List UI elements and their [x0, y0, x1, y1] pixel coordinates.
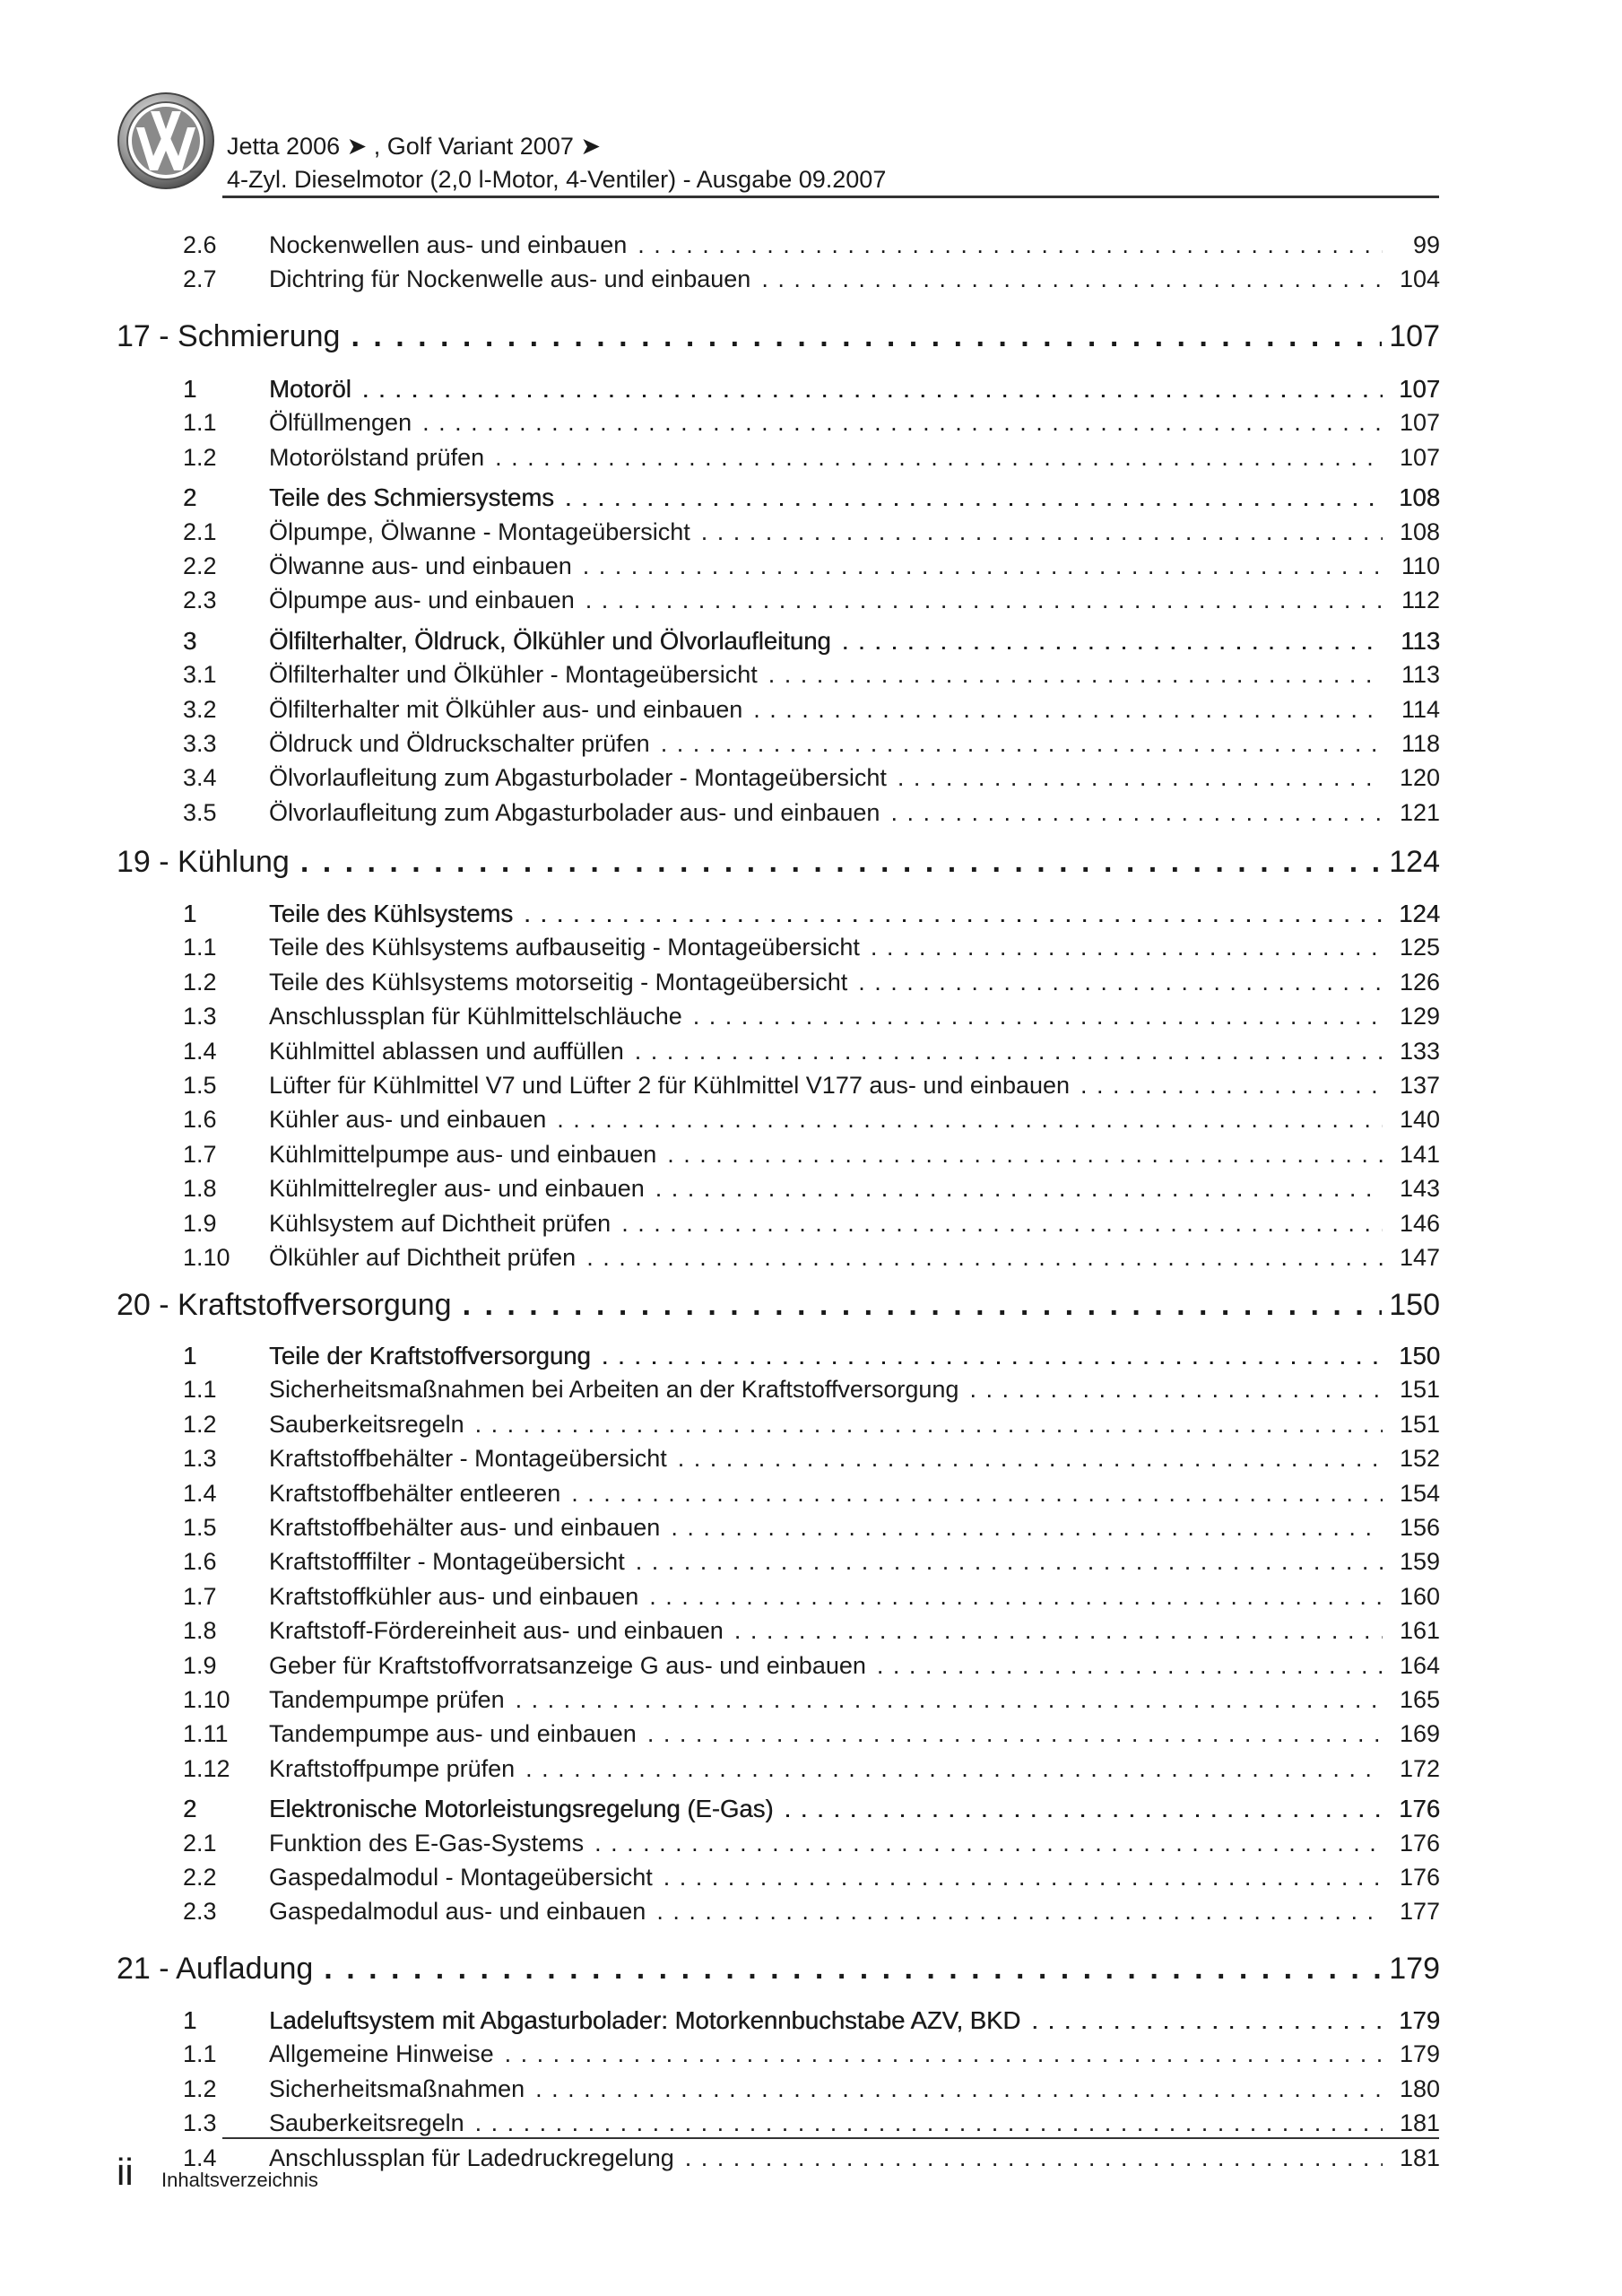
toc-entry-title: Kühlmittelpumpe aus- und einbauen	[269, 1140, 657, 1168]
leader-dots	[557, 1106, 1383, 1134]
chapter-title: 19 - Kühlung	[117, 845, 290, 879]
toc-entry-number: 1.11	[183, 1720, 229, 1748]
leader-dots	[753, 696, 1383, 724]
document-subtitle: 4-Zyl. Dieselmotor (2,0 l-Motor, 4-Ventiler) - Ausgabe 09.2007	[227, 166, 887, 193]
toc-entry-page: 147	[1399, 1244, 1440, 1271]
toc-entry-number: 3	[183, 626, 197, 655]
toc-entry-title: Ölpumpe, Ölwanne - Montageübersicht	[269, 517, 690, 545]
leader-dots	[871, 934, 1383, 961]
toc-entry[interactable]	[0, 518, 1622, 552]
toc-entry-page: 180	[1399, 2074, 1440, 2102]
toc-entry[interactable]	[0, 552, 1622, 587]
toc-entry-page: 126	[1399, 968, 1440, 996]
toc-section[interactable]	[0, 483, 1622, 519]
toc-entry-page: 181	[1399, 2109, 1440, 2137]
toc-entry-page: 110	[1401, 552, 1440, 579]
leader-dots	[565, 483, 1383, 512]
footer-rule	[222, 2137, 1439, 2139]
leader-dots	[678, 1445, 1383, 1473]
toc-entry-number: 1.6	[183, 1106, 217, 1134]
toc-entry-number: 1.2	[183, 2074, 217, 2102]
toc-entry[interactable]	[0, 799, 1622, 833]
toc-entry-number: 2.2	[183, 1864, 217, 1891]
leader-dots	[890, 799, 1383, 827]
toc-entry-title: Tandempumpe prüfen	[269, 1686, 505, 1713]
toc-entry-title: Ölfilterhalter und Ölkühler - Montageübersicht	[269, 661, 758, 689]
toc-entry-page: 124	[1399, 900, 1440, 927]
toc-entry-page: 161	[1399, 1617, 1440, 1645]
toc-entry-title: Ölfilterhalter mit Ölkühler aus- und einbauen	[269, 695, 743, 723]
toc-entry-number: 2.3	[183, 587, 217, 614]
toc-entry[interactable]	[0, 1244, 1622, 1278]
toc-section[interactable]	[0, 900, 1622, 935]
leader-dots	[475, 2109, 1383, 2137]
toc-entry-number: 3.3	[183, 730, 217, 757]
toc-entry[interactable]	[0, 1106, 1622, 1140]
toc-entry-number: 2.1	[183, 517, 217, 545]
toc-entry-page: 177	[1399, 1898, 1440, 1926]
toc-entry-title: Ölvorlaufleitung zum Abgasturbolader - Montageübersicht	[269, 764, 887, 792]
toc-entry-page: 113	[1401, 626, 1440, 655]
toc-entry-number: 1.5	[183, 1072, 217, 1099]
leader-dots	[362, 375, 1383, 404]
leader-dots	[661, 730, 1383, 758]
toc-entry-page: 107	[1399, 443, 1440, 471]
toc-entry-page: 114	[1401, 695, 1440, 723]
toc-entry-title: Sicherheitsmaßnahmen	[269, 2074, 525, 2102]
toc-entry-page: 151	[1399, 1410, 1440, 1438]
leader-dots	[664, 1864, 1383, 1892]
toc-entry-page: 107	[1399, 375, 1440, 403]
toc-entry-title: Teile der Kraftstoffversorgung	[269, 1342, 591, 1370]
toc-entry-title: Kraftstoffbehälter - Montageübersicht	[269, 1445, 667, 1473]
toc-section[interactable]	[0, 375, 1622, 411]
toc-entry-page: 108	[1399, 517, 1440, 545]
toc-entry[interactable]	[0, 1411, 1622, 1445]
toc-entry-number: 1.3	[183, 1003, 217, 1031]
toc-entry-number: 1	[183, 1342, 197, 1370]
toc-entry-title: Lüfter für Kühlmittel V7 und Lüfter 2 für Kühlmittel V177 aus- und einbauen	[269, 1072, 1071, 1099]
toc-entry-number: 3.1	[183, 661, 217, 689]
toc-entry-title: Geber für Kraftstoffvorratsanzeige G aus- und einbauen	[269, 1651, 866, 1679]
toc-entry[interactable]	[0, 764, 1622, 798]
toc-entry-page: 151	[1399, 1376, 1440, 1404]
toc-entry[interactable]	[0, 1514, 1622, 1548]
toc-entry[interactable]	[0, 2075, 1622, 2109]
leader-dots	[701, 518, 1383, 546]
leader-dots	[535, 2075, 1383, 2103]
toc-entry-page: 169	[1399, 1720, 1440, 1748]
toc-entry-page: 113	[1401, 661, 1440, 689]
leader-dots	[1080, 1072, 1383, 1100]
toc-entry-number: 1.9	[183, 1651, 217, 1679]
toc-entry[interactable]	[0, 444, 1622, 478]
toc-entry[interactable]	[0, 1003, 1622, 1037]
toc-entry-title: Kühlmittelregler aus- und einbauen	[269, 1175, 645, 1203]
toc-entry[interactable]	[0, 1210, 1622, 1244]
leader-dots	[671, 1514, 1383, 1542]
toc-entry-title: Kühlmittel ablassen und auffüllen	[269, 1037, 624, 1065]
toc-entry-page: 154	[1399, 1479, 1440, 1507]
toc-entry-number: 1.4	[183, 1479, 217, 1507]
toc-entry-number: 1.5	[183, 1514, 217, 1541]
toc-entry[interactable]	[0, 1720, 1622, 1754]
toc-entry-title: Ölfilterhalter, Öldruck, Ölkühler und Ölvorlaufleitung	[269, 626, 831, 655]
toc-entry-page: 112	[1401, 587, 1440, 614]
toc-entry-number: 1.10	[183, 1686, 230, 1713]
toc-entry-page: 156	[1399, 1514, 1440, 1541]
toc-entry-page: 141	[1399, 1140, 1440, 1168]
toc-entry-title: Kraftstoffbehälter aus- und einbauen	[269, 1514, 661, 1541]
chapter-title: 20 - Kraftstoffversorgung	[117, 1288, 452, 1322]
toc-entry-number: 1.10	[183, 1244, 230, 1271]
leader-dots	[647, 1720, 1383, 1748]
toc-entry[interactable]	[0, 231, 1622, 265]
toc-entry[interactable]	[0, 969, 1622, 1003]
toc-entry-page: 165	[1399, 1686, 1440, 1713]
toc-entry-number: 1.1	[183, 2040, 217, 2068]
leader-dots	[638, 231, 1383, 259]
toc-entry[interactable]	[0, 2040, 1622, 2074]
toc-entry[interactable]	[0, 1583, 1622, 1617]
chapter-heading[interactable]	[117, 845, 1440, 880]
toc-entry-number: 1.4	[183, 2144, 217, 2171]
toc-entry-page: 140	[1399, 1106, 1440, 1134]
leader-dots	[734, 1617, 1383, 1645]
leader-dots	[525, 1755, 1383, 1783]
toc-entry[interactable]	[0, 1617, 1622, 1651]
toc-entry-number: 2.2	[183, 552, 217, 579]
toc-entry-number: 2.7	[183, 265, 217, 292]
toc-entry-title: Kraftstoffkühler aus- und einbauen	[269, 1582, 639, 1610]
toc-entry-title: Kühlsystem auf Dichtheit prüfen	[269, 1209, 612, 1237]
toc-entry-title: Sicherheitsmaßnahmen bei Arbeiten an der Kraftstoffversorgung	[269, 1376, 959, 1404]
toc-entry-number: 1.4	[183, 1037, 217, 1065]
toc-entry-title: Dichtring für Nockenwelle aus- und einbauen	[269, 265, 751, 292]
leader-dots	[693, 1003, 1383, 1031]
toc-entry[interactable]	[0, 1072, 1622, 1106]
toc-entry-number: 2.6	[183, 231, 217, 258]
leader-dots	[898, 764, 1383, 792]
chapter-page: 150	[1389, 1288, 1440, 1322]
leader-dots	[858, 969, 1383, 996]
chapter-page: 124	[1389, 845, 1440, 879]
leader-dots	[594, 1830, 1383, 1857]
chapter-page: 179	[1389, 1952, 1440, 1986]
toc-entry-page: 164	[1399, 1651, 1440, 1679]
toc-entry-page: 146	[1399, 1209, 1440, 1237]
toc-entry-number: 2	[183, 483, 197, 512]
leader-dots	[969, 1376, 1383, 1404]
toc-entry-number: 2.1	[183, 1829, 217, 1857]
toc-entry-number: 3.4	[183, 764, 217, 792]
chapter-title: 17 - Schmierung	[117, 319, 341, 353]
toc-entry-title: Motoröl	[269, 375, 351, 403]
toc-entry-title: Tandempumpe aus- und einbauen	[269, 1720, 637, 1748]
leader-dots	[877, 1652, 1383, 1680]
toc-entry[interactable]	[0, 730, 1622, 764]
document-title: Jetta 2006 ➤ , Golf Variant 2007 ➤	[227, 133, 601, 160]
toc-entry-page: 160	[1399, 1582, 1440, 1610]
toc-entry-page: 176	[1399, 1864, 1440, 1891]
toc-entry-number: 1	[183, 2006, 197, 2034]
toc-entry[interactable]	[0, 409, 1622, 443]
toc-entry-title: Motorölstand prüfen	[269, 443, 485, 471]
toc-entry-number: 3.2	[183, 695, 217, 723]
toc-entry-number: 1.1	[183, 1376, 217, 1404]
leader-dots	[495, 444, 1383, 472]
toc-entry-page: 133	[1399, 1037, 1440, 1065]
chapter-heading[interactable]	[117, 1952, 1440, 1987]
toc-entry-number: 1.12	[183, 1754, 230, 1782]
toc-entry-title: Gaspedalmodul aus- und einbauen	[269, 1898, 646, 1926]
toc-entry-title: Anschlussplan für Ladedruckregelung	[269, 2144, 674, 2171]
toc-entry[interactable]	[0, 1864, 1622, 1898]
chapter-heading[interactable]	[117, 1288, 1440, 1323]
toc-entry-title: Teile des Kühlsystems motorseitig - Montageübersicht	[269, 968, 848, 996]
toc-section[interactable]	[0, 1342, 1622, 1378]
leader-dots	[422, 409, 1383, 437]
toc-entry-number: 1.7	[183, 1582, 217, 1610]
toc-entry-title: Teile des Kühlsystems	[269, 900, 514, 927]
toc-entry-page: 107	[1399, 409, 1440, 437]
toc-entry-title: Kraftstoffpumpe prüfen	[269, 1754, 516, 1782]
toc-entry-number: 1.3	[183, 1445, 217, 1473]
toc-entry-number: 2.3	[183, 1898, 217, 1926]
toc-entry-title: Sauberkeitsregeln	[269, 2109, 464, 2137]
leader-dots	[586, 1244, 1383, 1272]
chapter-heading[interactable]	[117, 319, 1440, 354]
leader-dots	[475, 1411, 1383, 1439]
toc-section[interactable]	[0, 627, 1622, 663]
toc-entry[interactable]	[0, 696, 1622, 730]
toc-entry[interactable]	[0, 1686, 1622, 1720]
toc-entry-page: 108	[1399, 483, 1440, 512]
leader-dots	[685, 2144, 1383, 2172]
toc-entry-page: 121	[1399, 798, 1440, 826]
toc-entry-page: 172	[1399, 1754, 1440, 1782]
toc-entry-title: Teile des Kühlsystems aufbauseitig - Montageübersicht	[269, 934, 860, 961]
toc-section[interactable]	[0, 2006, 1622, 2042]
toc-section[interactable]	[0, 1795, 1622, 1831]
toc-entry-page: 118	[1401, 730, 1440, 757]
chapter-page: 107	[1389, 319, 1440, 353]
toc-entry-page: 176	[1399, 1795, 1440, 1823]
leader-dots	[583, 552, 1383, 580]
toc-entry[interactable]	[0, 1445, 1622, 1479]
leader-dots	[524, 900, 1383, 928]
leader-dots	[571, 1480, 1383, 1508]
leader-dots	[635, 1038, 1383, 1065]
toc-entry-number: 1.2	[183, 1410, 217, 1438]
toc-entry-number: 1.8	[183, 1175, 217, 1203]
leader-dots	[585, 587, 1383, 614]
toc-entry[interactable]	[0, 265, 1622, 300]
toc-entry[interactable]	[0, 1175, 1622, 1209]
leader-dots	[636, 1548, 1383, 1576]
toc-entry-page: 152	[1399, 1445, 1440, 1473]
leader-dots	[324, 1952, 1382, 1987]
chapter-title: 21 - Aufladung	[117, 1952, 314, 1986]
toc-entry-title: Sauberkeitsregeln	[269, 1410, 464, 1438]
toc-entry-number: 1.7	[183, 1140, 217, 1168]
toc-entry-title: Funktion des E-Gas-Systems	[269, 1829, 585, 1857]
toc-entry-title: Allgemeine Hinweise	[269, 2040, 494, 2068]
toc-entry-title: Kraftstoff-Fördereinheit aus- und einbauen	[269, 1617, 724, 1645]
toc-entry-title: Teile des Schmiersystems	[269, 483, 554, 512]
toc-entry[interactable]	[0, 1652, 1622, 1686]
toc-entry-number: 1.1	[183, 409, 217, 437]
toc-entry-number: 1	[183, 375, 197, 403]
toc-entry[interactable]	[0, 1480, 1622, 1514]
toc-entry[interactable]	[0, 587, 1622, 621]
toc-entry[interactable]	[0, 934, 1622, 968]
leader-dots	[784, 1795, 1383, 1823]
leader-dots	[602, 1342, 1383, 1370]
toc-entry-number: 1.6	[183, 1548, 217, 1576]
leader-dots	[655, 1175, 1383, 1203]
toc-entry-number: 1.8	[183, 1617, 217, 1645]
leader-dots	[621, 1210, 1383, 1238]
toc-entry-title: Gaspedalmodul - Montageübersicht	[269, 1864, 653, 1891]
toc-entry-title: Ölkühler auf Dichtheit prüfen	[269, 1244, 577, 1271]
toc-entry-title: Ölwanne aus- und einbauen	[269, 552, 572, 579]
leader-dots	[1031, 2006, 1383, 2035]
toc-entry-number: 3.5	[183, 798, 217, 826]
toc-entry-number: 2	[183, 1795, 197, 1823]
toc-entry[interactable]	[0, 661, 1622, 695]
leader-dots	[300, 845, 1382, 880]
toc-entry-title: Kraftstoffbehälter entleeren	[269, 1479, 561, 1507]
toc-entry-title: Anschlussplan für Kühlmittelschläuche	[269, 1003, 682, 1031]
toc-entry-page: 120	[1399, 764, 1440, 792]
toc-entry[interactable]	[0, 1755, 1622, 1789]
leader-dots	[761, 265, 1383, 293]
toc-entry-title: Ölvorlaufleitung zum Abgasturbolader aus- und einbauen	[269, 798, 880, 826]
toc-entry-page: 104	[1399, 265, 1440, 292]
toc-entry-page: 99	[1412, 231, 1440, 258]
toc-entry-page: 125	[1399, 934, 1440, 961]
toc-entry-title: Elektronische Motorleistungsregelung (E-Gas)	[269, 1795, 774, 1823]
toc-entry-page: 137	[1399, 1072, 1440, 1099]
toc-entry-page: 150	[1399, 1342, 1440, 1370]
toc-entry[interactable]	[0, 1830, 1622, 1864]
leader-dots	[463, 1288, 1383, 1323]
leader-dots	[516, 1686, 1383, 1714]
toc-entry-number: 1.3	[183, 2109, 217, 2137]
toc-entry-title: Ölfüllmengen	[269, 409, 412, 437]
leader-dots	[667, 1141, 1383, 1169]
leader-dots	[768, 661, 1383, 689]
toc-entry-page: 129	[1399, 1003, 1440, 1031]
toc-entry-page: 143	[1399, 1175, 1440, 1203]
toc-entry-title: Kraftstofffilter - Montageübersicht	[269, 1548, 625, 1576]
toc-entry-page: 176	[1399, 1829, 1440, 1857]
toc-entry[interactable]	[0, 1038, 1622, 1072]
toc-entry-title: Nockenwellen aus- und einbauen	[269, 231, 628, 258]
leader-dots	[351, 319, 1382, 354]
leader-dots	[649, 1583, 1383, 1611]
leader-dots	[505, 2040, 1383, 2068]
toc-entry-page: 159	[1399, 1548, 1440, 1576]
page-number: ii	[117, 2151, 134, 2193]
toc-entry-page: 179	[1399, 2040, 1440, 2068]
toc-entry-number: 1.9	[183, 1209, 217, 1237]
toc-entry-title: Kühler aus- und einbauen	[269, 1106, 547, 1134]
toc-entry-page: 181	[1399, 2144, 1440, 2171]
toc-entry[interactable]	[0, 1898, 1622, 1932]
leader-dots	[656, 1898, 1383, 1926]
leader-dots	[842, 627, 1383, 656]
toc-entry[interactable]	[0, 1548, 1622, 1582]
toc-entry-number: 1	[183, 900, 197, 927]
toc-entry[interactable]	[0, 1376, 1622, 1410]
toc-entry-title: Ladeluftsystem mit Abgasturbolader: Motorkennbuchstabe AZV, BKD	[269, 2006, 1021, 2034]
toc-entry-title: Ölpumpe aus- und einbauen	[269, 587, 575, 614]
toc-entry-number: 1.1	[183, 934, 217, 961]
toc-entry[interactable]	[0, 1141, 1622, 1175]
toc-entry-number: 1.2	[183, 968, 217, 996]
footer-label: Inhaltsverzeichnis	[161, 2169, 318, 2191]
toc-entry-number: 1.2	[183, 443, 217, 471]
toc-entry-title: Öldruck und Öldruckschalter prüfen	[269, 730, 650, 757]
toc-entry-page: 179	[1399, 2006, 1440, 2034]
